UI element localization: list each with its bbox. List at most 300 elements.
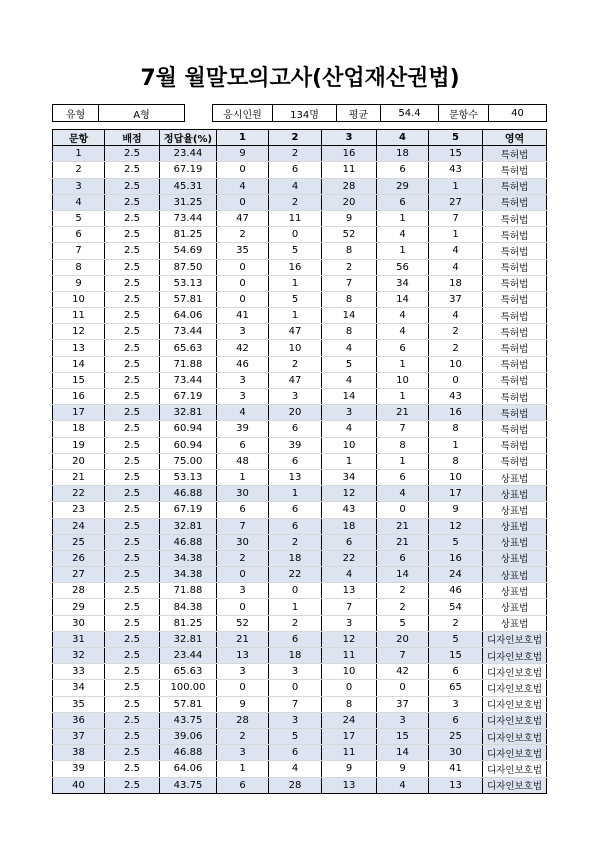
type-label: 유형 — [53, 105, 99, 122]
choice-1-count-cell: 3 — [217, 324, 269, 340]
choice-5-count-cell: 27 — [429, 194, 483, 210]
question-number-cell: 28 — [53, 583, 105, 599]
choice-2-count-cell: 0 — [269, 583, 322, 599]
correct-rate-cell: 46.88 — [160, 486, 217, 502]
area-cell: 상표법 — [483, 534, 547, 550]
question-number-cell: 18 — [53, 421, 105, 437]
correct-rate-cell: 81.25 — [160, 615, 217, 631]
choice-2-count-cell: 6 — [269, 631, 322, 647]
choice-2-count-cell: 1 — [269, 486, 322, 502]
choice-3-count-cell: 24 — [322, 712, 377, 728]
choice-4-count-cell: 5 — [377, 615, 429, 631]
question-number-cell: 23 — [53, 502, 105, 518]
table-row — [53, 405, 547, 421]
choice-4-count-cell: 3 — [377, 712, 429, 728]
choice-2-count-cell: 18 — [269, 550, 322, 566]
question-number-cell: 35 — [53, 696, 105, 712]
average-label: 평균 — [337, 105, 381, 122]
choice-4-count-cell: 1 — [377, 356, 429, 372]
correct-rate-cell: 65.63 — [160, 340, 217, 356]
area-cell: 특허법 — [483, 194, 547, 210]
choice-4-count-cell: 37 — [377, 696, 429, 712]
choice-4-count-cell: 4 — [377, 486, 429, 502]
score-cell: 2.5 — [105, 324, 160, 340]
area-cell: 디자인보호법 — [483, 745, 547, 761]
choice-5-count-cell: 5 — [429, 534, 483, 550]
choice-4-count-cell: 0 — [377, 502, 429, 518]
choice-4-count-cell: 10 — [377, 372, 429, 388]
table-row — [53, 340, 547, 356]
choice-5-count-cell: 9 — [429, 502, 483, 518]
area-cell: 특허법 — [483, 453, 547, 469]
choice-2-count-cell: 6 — [269, 162, 322, 178]
area-cell: 특허법 — [483, 421, 547, 437]
correct-rate-cell: 67.19 — [160, 502, 217, 518]
choice-4-count-cell: 1 — [377, 453, 429, 469]
score-cell: 2.5 — [105, 194, 160, 210]
choice-2-count-cell: 1 — [269, 308, 322, 324]
choice-2-count-cell: 11 — [269, 210, 322, 226]
choice-4-count-cell: 6 — [377, 469, 429, 485]
score-cell: 2.5 — [105, 421, 160, 437]
score-cell: 2.5 — [105, 389, 160, 405]
choice-5-count-cell: 5 — [429, 631, 483, 647]
table-row — [53, 356, 547, 372]
choice-1-count-cell: 3 — [217, 583, 269, 599]
table-header-row — [53, 130, 547, 146]
header-choice-5-count: 5 — [429, 130, 483, 146]
choice-3-count-cell: 11 — [322, 162, 377, 178]
choice-5-count-cell: 41 — [429, 761, 483, 777]
choice-2-count-cell: 6 — [269, 421, 322, 437]
choice-5-count-cell: 7 — [429, 210, 483, 226]
questions-label: 문항수 — [439, 105, 489, 122]
table-row — [53, 777, 547, 793]
choice-5-count-cell: 1 — [429, 437, 483, 453]
choice-1-count-cell: 0 — [217, 275, 269, 291]
score-cell: 2.5 — [105, 631, 160, 647]
choice-4-count-cell: 29 — [377, 178, 429, 194]
choice-1-count-cell: 0 — [217, 291, 269, 307]
correct-rate-cell: 57.81 — [160, 291, 217, 307]
choice-3-count-cell: 2 — [322, 259, 377, 275]
correct-rate-cell: 60.94 — [160, 437, 217, 453]
choice-3-count-cell: 20 — [322, 194, 377, 210]
header-choice-2-count: 2 — [269, 130, 322, 146]
choice-3-count-cell: 13 — [322, 583, 377, 599]
table-row — [53, 324, 547, 340]
choice-2-count-cell: 6 — [269, 745, 322, 761]
choice-1-count-cell: 9 — [217, 696, 269, 712]
correct-rate-cell: 43.75 — [160, 712, 217, 728]
score-cell: 2.5 — [105, 405, 160, 421]
choice-5-count-cell: 24 — [429, 567, 483, 583]
choice-1-count-cell: 2 — [217, 227, 269, 243]
correct-rate-cell: 32.81 — [160, 405, 217, 421]
choice-4-count-cell: 18 — [377, 146, 429, 162]
area-cell: 특허법 — [483, 340, 547, 356]
question-number-cell: 39 — [53, 761, 105, 777]
choice-2-count-cell: 2 — [269, 356, 322, 372]
area-cell: 특허법 — [483, 389, 547, 405]
table-row — [53, 469, 547, 485]
question-number-cell: 37 — [53, 728, 105, 744]
area-cell: 상표법 — [483, 599, 547, 615]
choice-3-count-cell: 9 — [322, 210, 377, 226]
page-title: 7월 월말모의고사(산업재산권법) — [140, 66, 460, 91]
choice-5-count-cell: 43 — [429, 389, 483, 405]
correct-rate-cell: 34.38 — [160, 550, 217, 566]
table-row — [53, 291, 547, 307]
score-cell: 2.5 — [105, 372, 160, 388]
choice-2-count-cell: 2 — [269, 146, 322, 162]
choice-2-count-cell: 47 — [269, 372, 322, 388]
correct-rate-cell: 45.31 — [160, 178, 217, 194]
choice-2-count-cell: 4 — [269, 761, 322, 777]
choice-2-count-cell: 2 — [269, 615, 322, 631]
choice-2-count-cell: 3 — [269, 664, 322, 680]
choice-3-count-cell: 1 — [322, 453, 377, 469]
question-number-cell: 8 — [53, 259, 105, 275]
choice-4-count-cell: 0 — [377, 680, 429, 696]
choice-3-count-cell: 52 — [322, 227, 377, 243]
choice-1-count-cell: 3 — [217, 664, 269, 680]
choice-5-count-cell: 15 — [429, 648, 483, 664]
correct-rate-cell: 32.81 — [160, 518, 217, 534]
choice-5-count-cell: 12 — [429, 518, 483, 534]
header-correct-rate: 정답율(%) — [160, 130, 217, 146]
table-row — [53, 583, 547, 599]
correct-rate-cell: 71.88 — [160, 356, 217, 372]
area-cell: 특허법 — [483, 437, 547, 453]
score-cell: 2.5 — [105, 502, 160, 518]
area-cell: 특허법 — [483, 356, 547, 372]
header-choice-1-count: 1 — [217, 130, 269, 146]
choice-3-count-cell: 12 — [322, 486, 377, 502]
area-cell: 상표법 — [483, 469, 547, 485]
examinees-label: 응시인원 — [213, 105, 273, 122]
score-cell: 2.5 — [105, 243, 160, 259]
choice-4-count-cell: 2 — [377, 599, 429, 615]
choice-4-count-cell: 34 — [377, 275, 429, 291]
choice-4-count-cell: 21 — [377, 405, 429, 421]
choice-3-count-cell: 4 — [322, 340, 377, 356]
choice-1-count-cell: 0 — [217, 259, 269, 275]
table-row — [53, 761, 547, 777]
choice-3-count-cell: 3 — [322, 615, 377, 631]
question-number-cell: 30 — [53, 615, 105, 631]
area-cell: 디자인보호법 — [483, 664, 547, 680]
choice-2-count-cell: 16 — [269, 259, 322, 275]
choice-3-count-cell: 17 — [322, 728, 377, 744]
choice-5-count-cell: 1 — [429, 178, 483, 194]
choice-4-count-cell: 14 — [377, 745, 429, 761]
question-number-cell: 16 — [53, 389, 105, 405]
choice-4-count-cell: 9 — [377, 761, 429, 777]
table-row — [53, 275, 547, 291]
choice-1-count-cell: 46 — [217, 356, 269, 372]
correct-rate-cell: 64.06 — [160, 308, 217, 324]
choice-1-count-cell: 9 — [217, 146, 269, 162]
choice-4-count-cell: 14 — [377, 291, 429, 307]
table-row — [53, 243, 547, 259]
question-number-cell: 29 — [53, 599, 105, 615]
correct-rate-cell: 65.63 — [160, 664, 217, 680]
choice-4-count-cell: 4 — [377, 227, 429, 243]
score-cell: 2.5 — [105, 567, 160, 583]
choice-4-count-cell: 6 — [377, 162, 429, 178]
choice-2-count-cell: 5 — [269, 291, 322, 307]
score-cell: 2.5 — [105, 437, 160, 453]
choice-2-count-cell: 10 — [269, 340, 322, 356]
score-cell: 2.5 — [105, 777, 160, 793]
correct-rate-cell: 23.44 — [160, 648, 217, 664]
correct-rate-cell: 60.94 — [160, 421, 217, 437]
choice-5-count-cell: 25 — [429, 728, 483, 744]
choice-3-count-cell: 8 — [322, 696, 377, 712]
area-cell: 디자인보호법 — [483, 631, 547, 647]
choice-5-count-cell: 15 — [429, 146, 483, 162]
choice-3-count-cell: 5 — [322, 356, 377, 372]
table-row — [53, 259, 547, 275]
score-cell: 2.5 — [105, 696, 160, 712]
choice-5-count-cell: 4 — [429, 308, 483, 324]
choice-1-count-cell: 1 — [217, 469, 269, 485]
table-row — [53, 567, 547, 583]
table-row — [53, 680, 547, 696]
choice-2-count-cell: 3 — [269, 389, 322, 405]
score-cell: 2.5 — [105, 453, 160, 469]
choice-5-count-cell: 8 — [429, 421, 483, 437]
area-cell: 상표법 — [483, 518, 547, 534]
area-cell: 특허법 — [483, 162, 547, 178]
table-row — [53, 728, 547, 744]
choice-3-count-cell: 7 — [322, 599, 377, 615]
choice-5-count-cell: 0 — [429, 372, 483, 388]
choice-4-count-cell: 8 — [377, 437, 429, 453]
choice-3-count-cell: 14 — [322, 389, 377, 405]
choice-1-count-cell: 30 — [217, 534, 269, 550]
table-row — [53, 194, 547, 210]
area-cell: 디자인보호법 — [483, 761, 547, 777]
table-row — [53, 210, 547, 226]
correct-rate-cell: 57.81 — [160, 696, 217, 712]
choice-5-count-cell: 37 — [429, 291, 483, 307]
score-cell: 2.5 — [105, 308, 160, 324]
choice-2-count-cell: 4 — [269, 178, 322, 194]
choice-4-count-cell: 56 — [377, 259, 429, 275]
choice-3-count-cell: 4 — [322, 372, 377, 388]
question-number-cell: 2 — [53, 162, 105, 178]
choice-2-count-cell: 6 — [269, 453, 322, 469]
choice-1-count-cell: 42 — [217, 340, 269, 356]
choice-5-count-cell: 1 — [429, 227, 483, 243]
header-choice-3-count: 3 — [322, 130, 377, 146]
choice-1-count-cell: 7 — [217, 518, 269, 534]
choice-2-count-cell: 0 — [269, 227, 322, 243]
correct-rate-cell: 32.81 — [160, 631, 217, 647]
correct-rate-cell: 31.25 — [160, 194, 217, 210]
choice-4-count-cell: 14 — [377, 567, 429, 583]
choice-5-count-cell: 8 — [429, 453, 483, 469]
question-number-cell: 25 — [53, 534, 105, 550]
question-number-cell: 22 — [53, 486, 105, 502]
choice-4-count-cell: 4 — [377, 324, 429, 340]
choice-2-count-cell: 5 — [269, 243, 322, 259]
table-row — [53, 615, 547, 631]
score-cell: 2.5 — [105, 648, 160, 664]
choice-1-count-cell: 2 — [217, 728, 269, 744]
choice-1-count-cell: 0 — [217, 162, 269, 178]
choice-2-count-cell: 2 — [269, 194, 322, 210]
question-number-cell: 32 — [53, 648, 105, 664]
correct-rate-cell: 73.44 — [160, 210, 217, 226]
area-cell: 특허법 — [483, 146, 547, 162]
area-cell: 특허법 — [483, 210, 547, 226]
choice-2-count-cell: 22 — [269, 567, 322, 583]
choice-4-count-cell: 15 — [377, 728, 429, 744]
choice-5-count-cell: 16 — [429, 550, 483, 566]
choice-4-count-cell: 4 — [377, 308, 429, 324]
choice-1-count-cell: 0 — [217, 680, 269, 696]
choice-2-count-cell: 18 — [269, 648, 322, 664]
area-cell: 디자인보호법 — [483, 728, 547, 744]
score-cell: 2.5 — [105, 534, 160, 550]
choice-1-count-cell: 4 — [217, 178, 269, 194]
table-row — [53, 146, 547, 162]
choice-1-count-cell: 4 — [217, 405, 269, 421]
score-cell: 2.5 — [105, 728, 160, 744]
question-number-cell: 15 — [53, 372, 105, 388]
correct-rate-cell: 46.88 — [160, 534, 217, 550]
score-cell: 2.5 — [105, 356, 160, 372]
question-number-cell: 13 — [53, 340, 105, 356]
choice-2-count-cell: 20 — [269, 405, 322, 421]
score-cell: 2.5 — [105, 680, 160, 696]
question-number-cell: 19 — [53, 437, 105, 453]
header-area: 영역 — [483, 130, 547, 146]
question-number-cell: 3 — [53, 178, 105, 194]
examinees-value: 134명 — [273, 105, 337, 122]
choice-3-count-cell: 4 — [322, 567, 377, 583]
correct-rate-cell: 39.06 — [160, 728, 217, 744]
area-cell: 상표법 — [483, 615, 547, 631]
type-value: A형 — [99, 105, 185, 122]
choice-5-count-cell: 6 — [429, 712, 483, 728]
score-cell: 2.5 — [105, 469, 160, 485]
correct-rate-cell: 100.00 — [160, 680, 217, 696]
table-row — [53, 664, 547, 680]
choice-2-count-cell: 1 — [269, 275, 322, 291]
correct-rate-cell: 87.50 — [160, 259, 217, 275]
table-row — [53, 227, 547, 243]
header-score: 배점 — [105, 130, 160, 146]
choice-3-count-cell: 8 — [322, 291, 377, 307]
choice-3-count-cell: 12 — [322, 631, 377, 647]
score-cell: 2.5 — [105, 599, 160, 615]
correct-rate-cell: 73.44 — [160, 372, 217, 388]
question-number-cell: 7 — [53, 243, 105, 259]
score-cell: 2.5 — [105, 146, 160, 162]
correct-rate-cell: 64.06 — [160, 761, 217, 777]
correct-rate-cell: 53.13 — [160, 469, 217, 485]
table-row — [53, 162, 547, 178]
table-row — [53, 534, 547, 550]
choice-1-count-cell: 0 — [217, 567, 269, 583]
choice-3-count-cell: 34 — [322, 469, 377, 485]
choice-1-count-cell: 39 — [217, 421, 269, 437]
choice-4-count-cell: 1 — [377, 210, 429, 226]
choice-2-count-cell: 7 — [269, 696, 322, 712]
choice-2-count-cell: 1 — [269, 599, 322, 615]
choice-3-count-cell: 4 — [322, 421, 377, 437]
average-value: 54.4 — [381, 105, 439, 122]
table-row — [53, 696, 547, 712]
choice-1-count-cell: 35 — [217, 243, 269, 259]
area-cell: 특허법 — [483, 405, 547, 421]
table-row — [53, 550, 547, 566]
choice-2-count-cell: 0 — [269, 680, 322, 696]
table-row — [53, 631, 547, 647]
area-cell: 특허법 — [483, 259, 547, 275]
choice-2-count-cell: 2 — [269, 534, 322, 550]
choice-1-count-cell: 3 — [217, 389, 269, 405]
choice-5-count-cell: 10 — [429, 469, 483, 485]
choice-5-count-cell: 13 — [429, 777, 483, 793]
question-number-cell: 10 — [53, 291, 105, 307]
table-row — [53, 178, 547, 194]
choice-4-count-cell: 7 — [377, 421, 429, 437]
choice-5-count-cell: 16 — [429, 405, 483, 421]
choice-3-count-cell: 28 — [322, 178, 377, 194]
choice-3-count-cell: 10 — [322, 437, 377, 453]
question-number-cell: 20 — [53, 453, 105, 469]
score-cell: 2.5 — [105, 210, 160, 226]
table-row — [53, 453, 547, 469]
choice-4-count-cell: 6 — [377, 550, 429, 566]
choice-3-count-cell: 14 — [322, 308, 377, 324]
correct-rate-cell: 73.44 — [160, 324, 217, 340]
area-cell: 디자인보호법 — [483, 777, 547, 793]
correct-rate-cell: 75.00 — [160, 453, 217, 469]
score-cell: 2.5 — [105, 745, 160, 761]
choice-1-count-cell: 0 — [217, 599, 269, 615]
choice-3-count-cell: 18 — [322, 518, 377, 534]
choice-4-count-cell: 42 — [377, 664, 429, 680]
choice-1-count-cell: 6 — [217, 502, 269, 518]
correct-rate-cell: 46.88 — [160, 745, 217, 761]
choice-4-count-cell: 2 — [377, 583, 429, 599]
choice-5-count-cell: 54 — [429, 599, 483, 615]
table-row — [53, 745, 547, 761]
choice-5-count-cell: 17 — [429, 486, 483, 502]
area-cell: 디자인보호법 — [483, 696, 547, 712]
question-number-cell: 33 — [53, 664, 105, 680]
score-cell: 2.5 — [105, 761, 160, 777]
table-row — [53, 421, 547, 437]
table-row — [53, 502, 547, 518]
choice-4-count-cell: 20 — [377, 631, 429, 647]
area-cell: 특허법 — [483, 372, 547, 388]
choice-1-count-cell: 28 — [217, 712, 269, 728]
score-cell: 2.5 — [105, 275, 160, 291]
question-number-cell: 36 — [53, 712, 105, 728]
choice-1-count-cell: 21 — [217, 631, 269, 647]
choice-2-count-cell: 13 — [269, 469, 322, 485]
choice-1-count-cell: 3 — [217, 745, 269, 761]
choice-1-count-cell: 41 — [217, 308, 269, 324]
choice-3-count-cell: 43 — [322, 502, 377, 518]
